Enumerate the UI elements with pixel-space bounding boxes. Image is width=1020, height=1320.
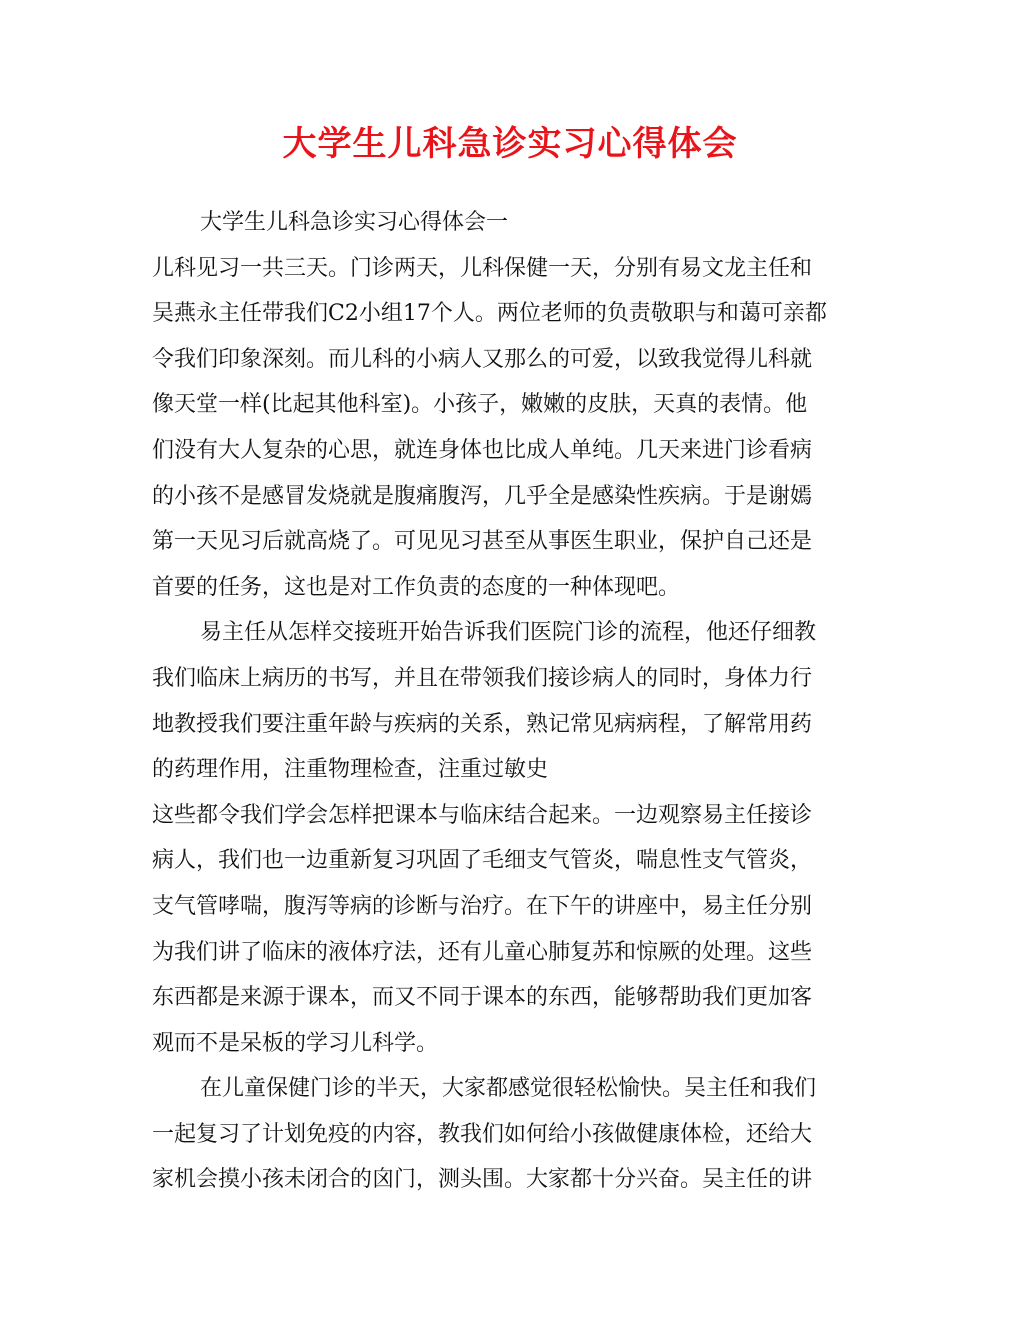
text-line: 大学生儿科急诊实习心得体会一 <box>200 210 509 235</box>
text-line: 吴燕永主任带我们C2小组17个人。两位老师的负责敬职与和蔼可亲都 <box>152 301 827 327</box>
text-line: 的药理作用，注重物理检查，注重过敏史 <box>152 757 549 783</box>
text-line: 病人，我们也一边重新复习巩固了毛细支气管炎，喘息性支气管炎， <box>152 848 813 874</box>
text-line: 的小孩不是感冒发烧就是腹痛腹泻，几乎全是感染性疾病。于是谢嫣 <box>152 483 813 509</box>
text-line: 地教授我们要注重年龄与疾病的关系，熟记常见病病程，了解常用药 <box>152 711 813 737</box>
text-line: 们没有大人复杂的心思，就连身体也比成人单纯。几天来进门诊看病 <box>152 437 813 463</box>
text-line: 东西都是来源于课本，而又不同于课本的东西，能够帮助我们更加客 <box>152 985 813 1011</box>
text-line: 为我们讲了临床的液体疗法，还有儿童心肺复苏和惊厥的处理。这些 <box>152 939 813 965</box>
text-line: 易主任从怎样交接班开始告诉我们医院门诊的流程，他还仔细教 <box>200 620 817 646</box>
text-line: 支气管哮喘，腹泻等病的诊断与治疗。在下午的讲座中，易主任分别 <box>152 893 813 919</box>
text-line: 一起复习了计划免疫的内容，教我们如何给小孩做健康体检，还给大 <box>152 1121 813 1147</box>
text-line: 儿科见习一共三天。门诊两天，儿科保健一天，分别有易文龙主任和 <box>152 255 813 281</box>
text-line: 像天堂一样(比起其他科室)。小孩子，嫩嫩的皮肤，天真的表情。他 <box>152 392 808 418</box>
text-line: 第一天见习后就高烧了。可见见习甚至从事医生职业，保护自己还是 <box>152 529 813 555</box>
text-line: 这些都令我们学会怎样把课本与临床结合起来。一边观察易主任接诊 <box>152 802 813 828</box>
document-body <box>152 200 852 1203</box>
text-line: 令我们印象深刻。而儿科的小病人又那么的可爱，以致我觉得儿科就 <box>152 346 813 372</box>
text-line: 首要的任务，这也是对工作负责的态度的一种体现吧。 <box>152 574 681 600</box>
text-line: 观而不是呆板的学习儿科学。 <box>152 1030 439 1056</box>
text-line: 家机会摸小孩未闭合的囟门，测头围。大家都十分兴奋。吴主任的讲 <box>152 1167 813 1193</box>
text-line: 我们临床上病历的书写，并且在带领我们接诊病人的同时，身体力行 <box>152 665 813 691</box>
text-line: 在儿童保健门诊的半天，大家都感觉很轻松愉快。吴主任和我们 <box>200 1076 817 1102</box>
document-title: 大学生儿科急诊实习心得体会 <box>282 124 738 164</box>
